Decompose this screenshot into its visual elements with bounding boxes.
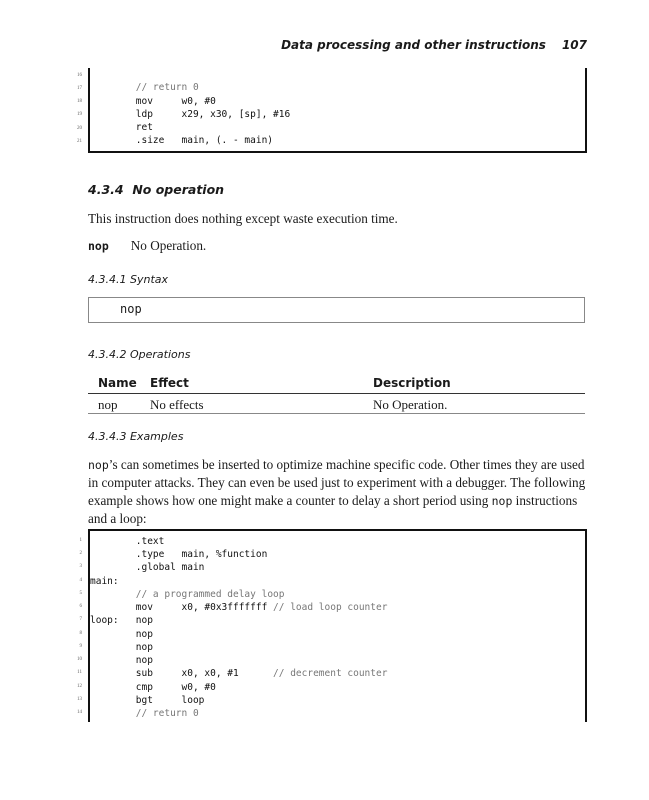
line-number: 4: [79, 578, 82, 583]
table-cell-description: No Operation.: [373, 397, 448, 412]
section-heading: 4.3.4 No operation: [88, 182, 225, 197]
code-line: loop: nop: [90, 615, 153, 626]
syntax-code: nop: [120, 302, 142, 316]
code-line: cmp w0, #0: [90, 682, 216, 693]
operations-heading: 4.3.4.2 Operations: [88, 348, 191, 361]
definition-description: No Operation.: [130, 238, 207, 253]
line-number: 9: [79, 644, 82, 649]
code-line: .type main, %function: [90, 549, 268, 560]
definition-mnemonic: nop: [88, 239, 109, 253]
code-line: ret: [90, 122, 153, 133]
code-line: .text: [90, 536, 165, 547]
line-number: 21: [77, 139, 82, 144]
code-line: nop: [90, 642, 153, 653]
line-number: 6: [79, 604, 82, 609]
code-line: .size main, (. - main): [90, 135, 274, 146]
line-number: 2: [79, 551, 82, 556]
examples-heading: 4.3.4.3 Examples: [88, 430, 184, 443]
running-header: [0, 38, 587, 52]
table-rule: [88, 393, 585, 394]
syntax-box: [88, 297, 585, 323]
line-number: 13: [77, 697, 82, 702]
code-block-top: [88, 68, 587, 153]
column-header-effect: Effect: [150, 376, 189, 390]
line-number: 5: [79, 591, 82, 596]
code-line: nop: [90, 655, 153, 666]
column-header-description: Description: [373, 376, 451, 390]
line-number: 3: [79, 564, 82, 569]
line-number: 7: [79, 617, 82, 622]
definition-row: [88, 237, 588, 255]
page-number: 107: [561, 38, 587, 52]
code-line: // return 0: [135, 708, 199, 719]
code-line: .global main: [90, 562, 205, 573]
code-line: sub x0, x0, #1 // decrement counter: [90, 668, 388, 679]
syntax-heading: 4.3.4.1 Syntax: [88, 273, 169, 286]
line-number: 17: [77, 86, 82, 91]
code-line: ldp x29, x30, [sp], #16: [90, 109, 291, 120]
table-rule: [88, 413, 585, 414]
line-number: 20: [77, 126, 82, 131]
column-header-name: Name: [98, 376, 137, 390]
code-line: mov w0, #0: [90, 96, 216, 107]
line-number: 18: [77, 99, 82, 104]
line-number: 10: [77, 657, 82, 662]
line-number: 12: [77, 684, 82, 689]
code-line: main:: [90, 576, 119, 587]
code-line: mov x0, #0x3fffffff // load loop counter: [90, 602, 388, 613]
table-cell-effect: No effects: [150, 397, 204, 412]
examples-paragraph: nop’s can sometimes be inserted to optimize machine specific code. Other times they are used in computer attacks. They can even be used just to experiment with a debugger. The following example shows how one might make a counter to delay a short period using nop instructions and a loop:: [88, 457, 586, 526]
header-title: Data processing and other instructions: [281, 38, 546, 52]
line-number: 14: [77, 710, 82, 715]
code-line: bgt loop: [90, 695, 205, 706]
line-number: 19: [77, 112, 82, 117]
line-number: 11: [77, 670, 82, 675]
code-line: // return 0: [90, 82, 199, 93]
line-number: 16: [77, 73, 82, 78]
line-number: 1: [79, 538, 82, 543]
intro-paragraph: This instruction does nothing except waste execution time.: [88, 211, 398, 226]
table-cell-name: nop: [98, 397, 118, 412]
code-block-example: [88, 529, 587, 722]
code-line: // a programmed delay loop: [135, 589, 285, 600]
line-number: 8: [79, 631, 82, 636]
code-line: nop: [90, 629, 153, 640]
